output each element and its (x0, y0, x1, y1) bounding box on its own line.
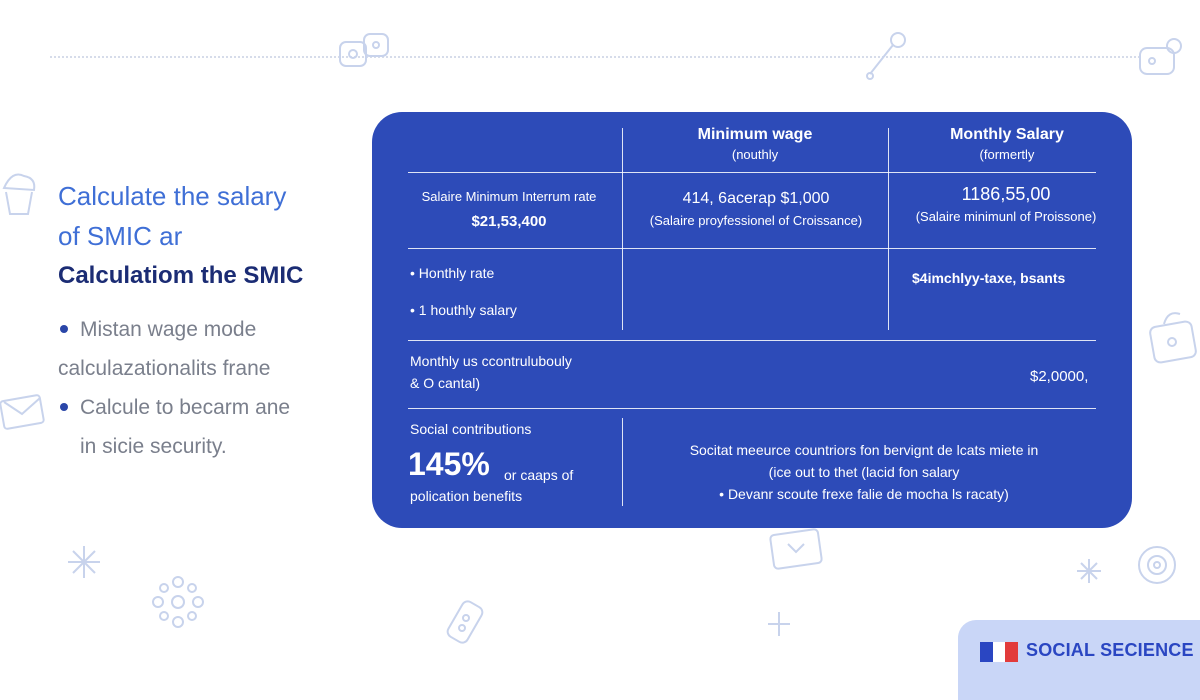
row4-percentage-suffix: or caaps of (504, 467, 574, 483)
sparkle-doodle-icon (66, 544, 102, 580)
row2-item-1-text: Honthly rate (418, 265, 495, 281)
row3-label-line-2: & O cantal) (410, 375, 481, 391)
bullet-item-2 (58, 388, 358, 427)
badge-label: SOCIAL SECIENCE (1026, 640, 1194, 660)
row1-min-wage-value: 414, 6acerap $1,000 (682, 190, 830, 207)
cupcake-doodle-icon (0, 164, 40, 220)
dotted-divider (50, 56, 1140, 58)
card-doodle-icon (766, 524, 830, 576)
grid-line (622, 128, 623, 172)
grid-line (888, 128, 889, 172)
social-science-badge (958, 620, 1200, 700)
row4-percentage: 145% (408, 446, 490, 482)
heading-line-2: of SMIC ar (58, 221, 183, 251)
row3-value: $2,0000, (1030, 368, 1089, 385)
grid-line (408, 340, 1096, 341)
salary-table-card (372, 112, 1132, 528)
snowflake-doodle-icon (150, 574, 206, 630)
row1-monthly-note: (Salaire minimunl of Proissone) (915, 209, 1097, 224)
briefcase-doodle-icon (1148, 304, 1200, 368)
wrench-doodle-icon (864, 30, 910, 82)
bullet-dot-icon (60, 403, 68, 411)
grid-line (408, 408, 1096, 409)
row2-item-2: • 1 houthly salary (410, 302, 517, 318)
grid-line (888, 248, 889, 330)
row1-monthly-value: 1186,55,00 (961, 184, 1051, 204)
row4-benefits: polication benefits (410, 488, 523, 504)
grid-line (622, 418, 623, 506)
target-doodle-icon (1134, 542, 1180, 588)
bullet-item-1 (58, 310, 358, 349)
row2-monthly-note: $4imchlyy-taxe, bsants (912, 270, 1066, 286)
french-flag-icon (980, 642, 1018, 662)
header-monthly-salary-sub: (formertly (979, 147, 1035, 162)
grid-line (622, 248, 623, 330)
plus-doodle-icon (766, 610, 792, 638)
puzzle-doodle-icon (334, 28, 396, 78)
intro-panel (58, 176, 358, 466)
header-min-wage: Minimum wage (697, 126, 813, 143)
ticket-doodle-icon (444, 596, 492, 648)
row4-note-line-2: (ice out to thet (lacid fon salary (768, 464, 960, 480)
bullet-1-continuation: calculazationalits frane (58, 357, 271, 380)
row1-min-wage-note: (Salaire proyfessionel of Croissance) (649, 213, 863, 228)
header-monthly-salary: Monthly Salary (950, 126, 1064, 143)
heading-line-1: Calculate the salary (58, 181, 287, 211)
row4-note-line-3-text: Devanr scoute frexe falie de mocha ls racaty) (727, 486, 1009, 502)
subheading: Calculatiom the SMIC (58, 262, 304, 289)
row1-label: Salaire Minimum Interrum rate (421, 189, 597, 204)
bullet-2-continuation: in sicie security. (80, 435, 227, 458)
grid-line (888, 172, 889, 248)
row2-item-1: • Honthly rate (410, 265, 495, 281)
grid-line (408, 248, 1096, 249)
row1-value: $21,53,400 (471, 213, 547, 230)
small-sparkle-doodle-icon (1074, 556, 1104, 586)
row2-item-2-text: 1 houthly salary (418, 302, 517, 318)
grid-line (408, 172, 1096, 173)
header-min-wage-sub: (nouthly (731, 147, 779, 162)
bullet-list (58, 310, 358, 466)
gamepad-doodle-icon (1136, 36, 1186, 80)
grid-line (622, 172, 623, 248)
row4-label: Social contributions (410, 421, 532, 437)
envelope-doodle-icon (0, 392, 48, 432)
bullet-dot-icon (60, 325, 68, 333)
row4-note-line-3: • Devanr scoute frexe falie de mocha ls racaty) (719, 486, 1009, 502)
bullet-2-text: Calcule to becarm ane (80, 396, 291, 419)
bullet-1-text: Mistan wage mode (80, 318, 257, 341)
row4-note-line-1: Socitat meeurce countriors fon bervignt de lcats miete in (689, 442, 1039, 458)
row3-label-line-1: Monthly us ccontruluboulу (410, 353, 572, 369)
